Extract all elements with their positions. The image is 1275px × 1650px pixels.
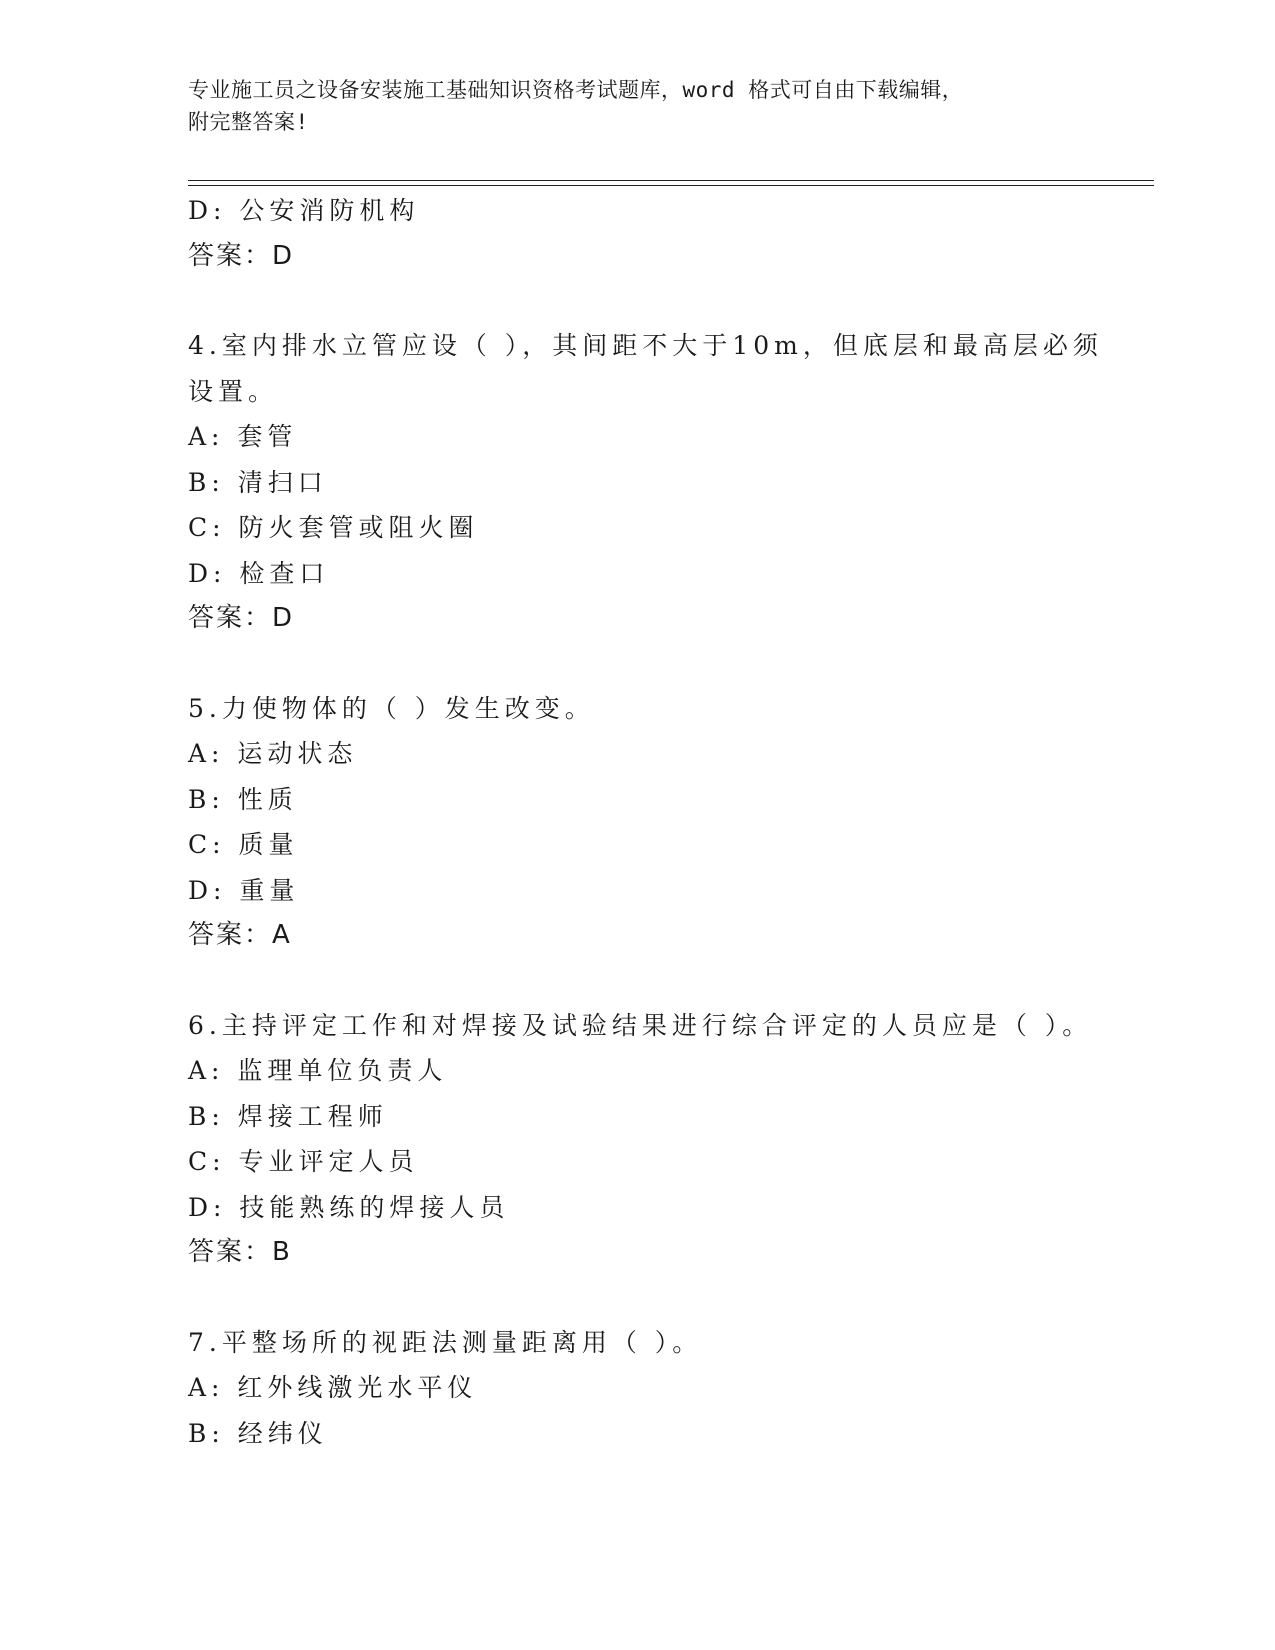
spacer xyxy=(188,1276,1088,1320)
question-6 xyxy=(188,1003,1093,1276)
option-d: D: 公安消防机构 xyxy=(188,196,420,225)
answer-line: 答案：D xyxy=(188,603,295,633)
option-c: C: 防火套管或阻火圈 xyxy=(188,513,479,542)
answer-line: 答案：B xyxy=(188,1237,292,1267)
question-fragment xyxy=(188,188,1088,279)
option-b: B: 经纬仪 xyxy=(188,1418,328,1448)
header-line-1: 专业施工员之设备安装施工基础知识资格考试题库，word 格式可自由下载编辑， xyxy=(188,78,964,102)
question-stem: 4.室内排水立管应设（ ），其间距不大于10m，但底层和最高层必须 xyxy=(188,331,1103,360)
question-4 xyxy=(188,323,1103,642)
question-stem-continued: 设置。 xyxy=(188,376,279,406)
answer-line: 答案：D xyxy=(188,240,295,271)
header-line-2: 附完整答案! xyxy=(188,110,309,134)
option-c: C: 质量 xyxy=(188,830,299,859)
question-stem: 7.平整场所的视距法测量距离用（ ）。 xyxy=(188,1327,703,1357)
header-divider-top xyxy=(188,180,1154,181)
option-b: B: 性质 xyxy=(188,784,298,814)
spacer xyxy=(188,279,1088,323)
question-5 xyxy=(188,686,1088,959)
document-header xyxy=(188,74,1088,138)
question-stem: 6.主持评定工作和对焊接及试验结果进行综合评定的人员应是（ ）。 xyxy=(188,1010,1093,1040)
option-a: A: 红外线激光水平仪 xyxy=(188,1373,478,1402)
option-a: A: 套管 xyxy=(188,422,298,451)
option-a: A: 运动状态 xyxy=(188,739,358,768)
spacer xyxy=(188,642,1088,686)
option-c: C: 专业评定人员 xyxy=(188,1147,419,1176)
option-d: D: 重量 xyxy=(188,875,300,905)
option-b: B: 焊接工程师 xyxy=(188,1101,388,1131)
option-b: B: 清扫口 xyxy=(188,467,328,497)
question-list xyxy=(188,188,1103,1456)
answer-line: 答案：A xyxy=(188,920,292,950)
option-a: A: 监理单位负责人 xyxy=(188,1056,448,1085)
option-d: D: 检查口 xyxy=(188,558,330,588)
spacer xyxy=(188,959,1088,1003)
header-divider-bottom xyxy=(188,185,1154,186)
question-stem: 5.力使物体的（ ）发生改变。 xyxy=(188,693,595,723)
option-d: D: 技能熟练的焊接人员 xyxy=(188,1192,510,1222)
question-7 xyxy=(188,1320,1088,1457)
